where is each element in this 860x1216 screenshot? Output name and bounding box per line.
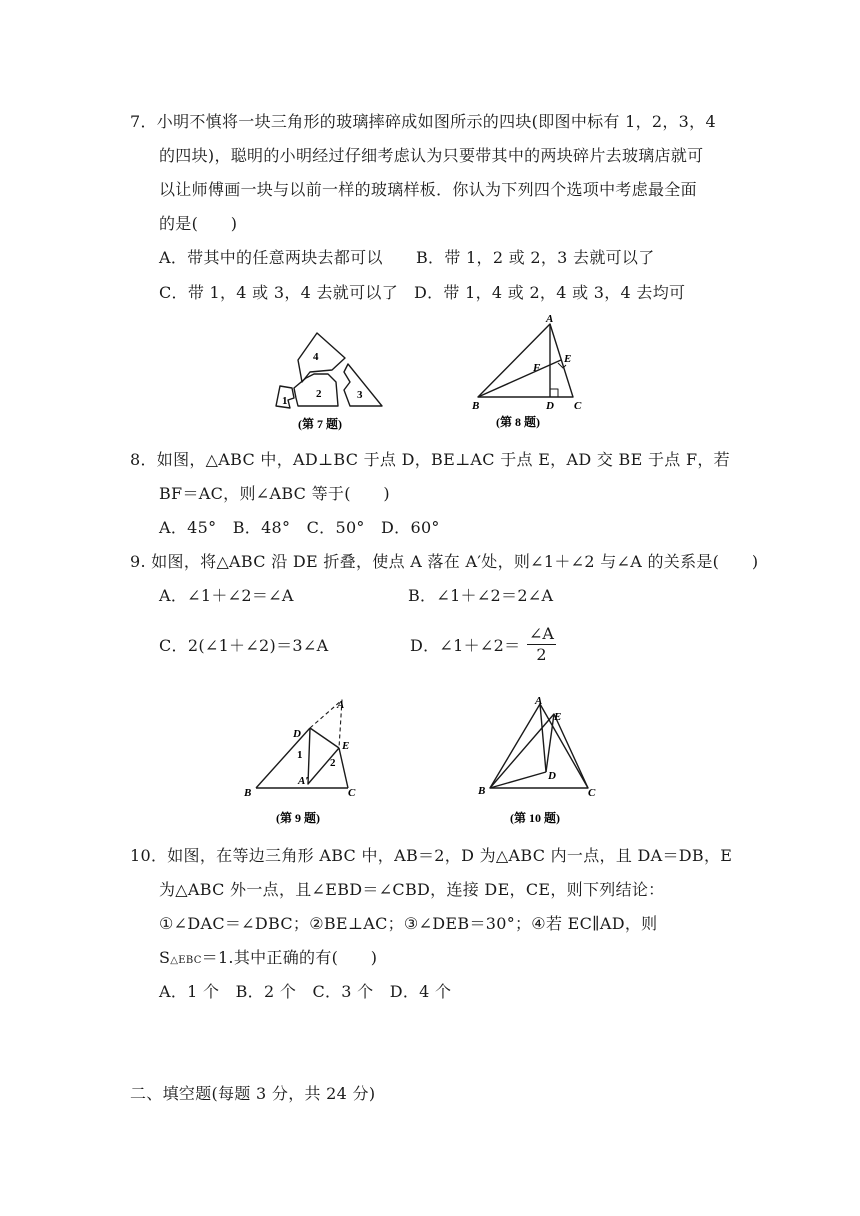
side-ec	[339, 748, 348, 788]
altitude-be	[478, 360, 561, 397]
fig9-label-e: E	[342, 740, 350, 752]
q7-option-c: C．带 1，4 或 3，4 去就可以了	[159, 283, 399, 302]
figure-10	[476, 692, 606, 836]
fig8-label-c: C	[574, 400, 582, 412]
fig10-label-e: E	[554, 711, 562, 723]
fig7-label-3: 3	[357, 389, 363, 401]
fig9-label-c: C	[348, 787, 356, 799]
q10-stem-line4-rest: ＝1.其中正确的有( )	[201, 948, 378, 967]
fig9-angle-2: 2	[330, 757, 336, 769]
q7-stem-line2: 的四块)，聪明的小明经过仔细考虑认为只要带其中的两块碎片去玻璃店就可	[159, 146, 704, 165]
fig8-label-f: F	[533, 362, 541, 374]
fig10-label-a: A	[535, 695, 543, 707]
fig7-caption: (第 7 题)	[298, 417, 342, 431]
fig8-caption: (第 8 题)	[496, 415, 540, 429]
q9-option-d-fraction	[527, 624, 556, 665]
fig10-label-c: C	[588, 787, 596, 799]
fold-line-de	[310, 728, 339, 748]
fraction-denominator: 2	[536, 645, 547, 664]
glass-piece-3	[344, 364, 382, 406]
fig7-label-1: 1	[282, 395, 288, 407]
right-angle-d	[550, 389, 558, 397]
q7-stem-line4: 的是( )	[159, 214, 238, 233]
fig7-label-2: 2	[316, 388, 322, 400]
fig10-caption: (第 10 题)	[510, 811, 560, 825]
figure-7	[270, 330, 390, 439]
area-symbol: S	[159, 948, 171, 967]
q8-stem-line2: BF＝AC，则∠ABC 等于( )	[159, 484, 390, 503]
figure-8	[466, 314, 596, 438]
q9-option-b: B．∠1＋∠2＝2∠A	[408, 586, 554, 605]
q10-stem-line4	[159, 948, 377, 971]
q9-option-a: A．∠1＋∠2＝∠A	[159, 586, 294, 605]
fraction-numerator: ∠A	[529, 624, 554, 643]
area-subscript: △EBC	[170, 955, 202, 966]
fig8-label-b: B	[472, 400, 480, 412]
fig9-caption: (第 9 题)	[276, 811, 320, 825]
q7-option-d: D．带 1，4 或 2，4 或 3，4 去均可	[414, 283, 686, 302]
fig8-label-a: A	[546, 313, 554, 325]
triangle-abc	[490, 704, 588, 788]
folded-triangle	[308, 728, 339, 784]
q10-stem-line3: ①∠DAC＝∠DBC；②BE⊥AC；③∠DEB＝30°；④若 EC∥AD，则	[159, 914, 658, 933]
q10-options: A．1 个 B．2 个 C．3 个 D．4 个	[159, 982, 452, 1001]
fig10-label-b: B	[478, 785, 486, 797]
fig9-label-b: B	[244, 787, 252, 799]
q9-option-c: C．2(∠1＋∠2)＝3∠A	[159, 636, 329, 655]
fig8-label-e: E	[564, 353, 572, 365]
section-heading-fill-blank: 二、填空题(每题 3 分，共 24 分)	[130, 1084, 376, 1103]
fig9-label-d: D	[293, 728, 301, 740]
fig9-label-a-prime: A′	[298, 775, 309, 787]
q10-stem-line2: 为△ABC 外一点，且∠EBD＝∠CBD，连接 DE，CE，则下列结论：	[159, 880, 665, 899]
figure-9	[238, 692, 368, 836]
q7-stem-line1: 7．小明不慎将一块三角形的玻璃摔碎成如图所示的四块(即图中标有 1，2，3，4	[130, 112, 716, 131]
q8-options: A．45° B．48° C．50° D．60°	[159, 518, 440, 537]
q10-stem-line1: 10．如图，在等边三角形 ABC 中，AB＝2，D 为△ABC 内一点，且 DA＝DB，E	[130, 846, 733, 865]
q9-stem: 9. 如图，将△ABC 沿 DE 折叠，使点 A 落在 A′处，则∠1＋∠2 与∠A 的关系是( )	[130, 552, 759, 571]
fig9-label-a: A	[337, 699, 345, 711]
q7-stem-line3: 以让师傅画一块与以前一样的玻璃样板．你认为下列四个选项中考虑最全面	[159, 180, 697, 199]
q9-option-d: D．∠1＋∠2＝	[410, 636, 521, 655]
fig9-angle-1: 1	[297, 749, 303, 761]
fig10-label-d: D	[548, 770, 556, 782]
fig8-label-d: D	[546, 400, 554, 412]
fig7-label-4: 4	[313, 351, 319, 363]
segments-be-ec	[490, 714, 588, 788]
q8-stem-line1: 8．如图，△ABC 中，AD⊥BC 于点 D，BE⊥AC 于点 E，AD 交 BE 于点 F，若	[130, 450, 730, 469]
q7-option-b: B．带 1，2 或 2，3 去就可以了	[416, 248, 655, 267]
q7-option-a: A．带其中的任意两块去都可以	[159, 248, 383, 267]
